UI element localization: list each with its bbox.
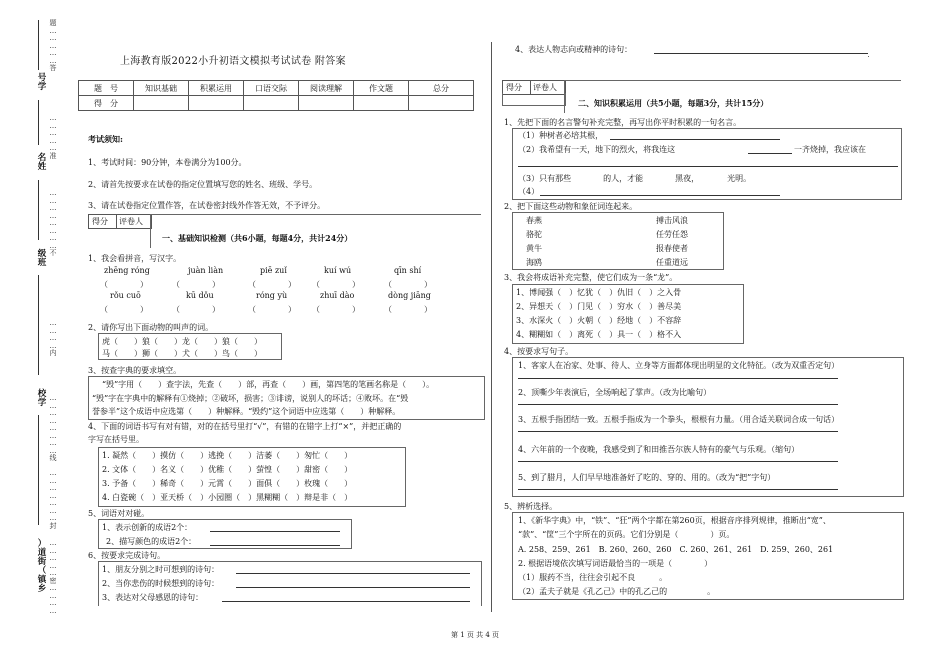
question-5: 5、词语对对碰。 (88, 509, 150, 518)
q5-item: 1、表示创新的成语2个： (102, 523, 193, 532)
binding-marks: 题 … … … … … 答 (49, 19, 57, 72)
binding-marks: … … … … … 密 … … … … (49, 539, 57, 615)
pinyin: juàn liàn (188, 266, 224, 275)
grader-reviewer-label: 评卷人 (119, 217, 143, 226)
symbol[interactable]: 任重道远 (656, 258, 688, 267)
animal[interactable]: 海鸥 (526, 258, 542, 267)
animal[interactable]: 骆驼 (526, 230, 542, 239)
answer-line[interactable] (518, 461, 838, 462)
score-cell[interactable] (299, 96, 354, 111)
name-label: 名 姓 (37, 153, 47, 172)
score-cell[interactable] (189, 96, 244, 111)
q4-item: 1、客家人在冶家、处事、待人、立身等方面都体现出明显的文化特征。（改为双重否定句） (518, 361, 840, 370)
question-1: 1、我会看拼音，写汉字。 (88, 254, 182, 263)
question-4-cont: 字写在括号里。 (88, 435, 144, 444)
notice-heading: 考试须知: (88, 134, 123, 144)
answer-blank[interactable]: （ ） (100, 305, 148, 314)
answer-line[interactable] (518, 378, 838, 379)
binding-line (38, 100, 39, 145)
grader-reviewer-label: 评卷人 (533, 83, 557, 92)
q-line: （4） (518, 187, 540, 196)
q5-options: A. 258、259、261 B. 260、260、260 C. 260、261、261 D. 259、260、261 (518, 545, 834, 554)
q5-line: （2）孟夫子就是《孔乙己》中的孔乙己的 。 (518, 587, 716, 596)
q5-item: 2、描写颜色的成语2个： (106, 537, 197, 546)
grader-box-lower (502, 93, 566, 106)
binding-marks: … … … … … … … 封 (49, 469, 57, 530)
q-line: （1）种树者必培其根， (518, 131, 604, 140)
q2-row: 马（ ）狮（ ）犬（ ）鸟（ ） (102, 349, 262, 358)
answer-line[interactable] (610, 139, 780, 140)
q3-line: 誉参半”这个成语中应选第（ ）种解释。“毁约”这个词语中应选第（ ）种解释。 (92, 407, 401, 416)
school-label: 校 学 (37, 389, 47, 408)
binding-marks: … … … … 内 (49, 319, 57, 357)
q4-item: 4、六年前的一个夜晚，我感受到了和田推吾尔族人特有的豪气与乐观。（缩句） (518, 445, 800, 454)
question-6: 6、按要求完成诗句。 (88, 551, 166, 560)
q6-item: 4、表达人物志向或精神的诗句： (515, 45, 633, 54)
pinyin: róng yù (256, 291, 288, 300)
score-header: 题 号 (79, 81, 134, 96)
q2-row: 虎（ ）狼（ ）龙（ ）狼（ ） (102, 337, 262, 346)
q-line: 一齐烧掉，我应该在 (794, 145, 866, 154)
score-header: 作文题 (354, 81, 409, 96)
grader-score-label: 得分 (92, 217, 108, 226)
grader-score-label: 得分 (506, 83, 522, 92)
question-2-4: 4、按要求写句子。 (504, 347, 574, 356)
answer-line[interactable] (748, 153, 792, 154)
idiom-row: 2、异想天（ ）门见（ ）穷水（ ）善尽美 (516, 302, 682, 311)
q3-line: “毁”字用（ ）查字法，先查（ ）部，再查（ ）画，第四笔的笔画名称是（ ）。 (102, 380, 435, 389)
q-line: （3）只有那些 的人，才能 黑夜， 光明。 (518, 174, 752, 183)
matching-box (512, 212, 724, 270)
question-4: 4、下面的词语书写有对有错，对的在括号里打“√”，有错的在错字上打“×”，并把正确的 (88, 422, 402, 431)
q6-item: 2、当你悲伤的时候想到的诗句： (102, 579, 220, 588)
pinyin: piē zuǐ (260, 266, 287, 275)
question-2-3: 3、我会将成语补充完整，使它们成为一条“龙”。 (504, 273, 678, 282)
answer-blank[interactable]: （ ） (100, 280, 148, 289)
q4-row: 4. 白瓷碗（ ）亚天桥（ ）小园圈（ ）黑糊糊（ ）辩是非（ ） (102, 493, 353, 502)
binding-line (38, 180, 39, 240)
answer-blank[interactable]: （ ） (384, 305, 432, 314)
score-cell[interactable] (244, 96, 299, 111)
binding-line (38, 415, 39, 525)
pinyin: qīn shí (394, 266, 422, 275)
idiom-row: 4、糊糊如（ ）离死（ ）具一（ ）格不入 (516, 330, 682, 339)
answer-blank[interactable]: （ ） (248, 280, 296, 289)
grader-box (88, 214, 152, 229)
score-cell[interactable] (409, 96, 474, 111)
question-3: 3、按查字典的要求填空。 (88, 366, 182, 375)
score-header: 知识基础 (134, 81, 189, 96)
q4-item: 5、到了腊月，人们早早地准备好了吃的、穿的、用的。（改为“把”字句） (518, 473, 776, 482)
answer-blank[interactable]: （ ） (248, 305, 296, 314)
symbol[interactable]: 报春使者 (656, 244, 688, 253)
score-header: 口语交际 (244, 81, 299, 96)
score-cell[interactable] (134, 96, 189, 111)
binding-marks: … … … … … … … … 不 (49, 189, 57, 257)
answer-line[interactable] (540, 195, 780, 196)
pinyin: zhēng róng (104, 266, 150, 275)
score-table (78, 80, 474, 111)
q4-item: 3、五根手指团结一致。五根手指成为一个拳头，根根有力量。（用合适关联词合成一句话） (518, 415, 840, 424)
binding-line (38, 20, 39, 70)
answer-line[interactable] (236, 573, 470, 574)
q6-item: 3、表达对父母感恩的诗句： (102, 593, 204, 602)
q5-line: “款”、“筐”三个字所在的页码。它们分别是（ ）页。 (518, 530, 735, 539)
symbol[interactable]: 任劳任怨 (656, 230, 688, 239)
answer-blank[interactable]: （ ） (172, 280, 220, 289)
page-title: 上海教育版2022小升初语文模拟考试试卷 附答案 (120, 56, 346, 67)
idiom-row: 1、博闻强（ ）忆犹（ ）仇旧（ ）之入骨 (516, 288, 682, 297)
class-label: 级 班 (37, 249, 47, 268)
page-footer: 第 1 页 共 4 页 (450, 631, 500, 639)
answer-blank[interactable]: （ ） (312, 305, 360, 314)
answer-line[interactable] (210, 545, 340, 546)
notice-item: 3、请在试卷指定位置作答，在试卷密封线外作答无效，不予评分。 (88, 201, 326, 210)
score-label: 得 分 (79, 96, 134, 111)
question-2-1: 1、先把下面的名言警句补充完整，再写出你平时积累的一句名言。 (504, 118, 742, 127)
binding-marks: … … … … … 准 (49, 114, 57, 160)
binding-margin (0, 0, 70, 640)
score-header: 总分 (409, 81, 474, 96)
column-divider (491, 42, 492, 612)
binding-marks: … … … … … … … … 线 (49, 394, 57, 462)
answer-line[interactable] (210, 531, 340, 532)
animal[interactable]: 春燕 (526, 216, 542, 225)
q5-line: （1）服药不当，往往会引起不良 。 (518, 573, 668, 582)
idiom-row: 3、水深火（ ）火朝（ ）经地（ ）不容辞 (516, 316, 682, 325)
answer-blank[interactable]: （ ） (384, 280, 432, 289)
question-2-2: 2、把下面这些动物和象征词连起来。 (504, 202, 638, 211)
township-label: ） 道 街 （ 镇 乡 (37, 539, 47, 594)
symbol[interactable]: 搏击风浪 (656, 216, 688, 225)
score-cell[interactable] (354, 96, 409, 111)
question-2-5: 5、辨析选择。 (504, 502, 558, 511)
pinyin: zhuī dào (320, 291, 355, 300)
answer-line[interactable] (222, 601, 470, 602)
answer-line[interactable] (236, 587, 470, 588)
student-id-label: 号 学 (37, 73, 47, 92)
q3-line: “毁”字在字典中的解释有①烧掉；②破坏，损害；③诽谤，说别人的坏话；④败坏。在“毁 (92, 394, 409, 403)
pinyin: kū dǒu (186, 291, 214, 300)
q4-row: 3. 予备（ ）稀奇（ ）元霄（ ）面俱（ ）枚瑰（ ） (102, 479, 353, 488)
binding-line (38, 275, 39, 375)
score-header: 积累运用 (189, 81, 244, 96)
answer-line[interactable] (654, 53, 868, 54)
answer-blank[interactable]: （ ） (312, 280, 360, 289)
q4-row: 2. 文体（ ）名义（ ）优稚（ ）萤惶（ ）甜密（ ） (102, 465, 353, 474)
pinyin: kuí wú (324, 266, 352, 275)
answer-line[interactable] (518, 431, 838, 432)
pinyin: dòng jiāng (388, 291, 431, 300)
score-header: 阅读理解 (299, 81, 354, 96)
answer-line[interactable] (518, 166, 898, 167)
section1-heading: 一、基础知识检测（共6小题，每题4分，共计24分） (162, 233, 353, 243)
q6-item: 1、朋友分别之时可想到的诗句： (102, 565, 220, 574)
section2-heading: 二、知识积累运用（共5小题，每题3分，共计15分） (578, 98, 769, 108)
notice-item: 1、考试时间：90分钟，本卷满分为100分。 (88, 158, 247, 167)
q5-line: 1、《新华字典》中，“铁”、“狂”两个字都在第260页，根据音序排列规律，推断出“宽”、 (518, 516, 831, 525)
notice-item: 2、请首先按要求在试卷的指定位置填写您的姓名、班级、学号。 (88, 180, 318, 189)
q4-row: 1. 凝然（ ）摸仿（ ）逃挽（ ）洁萎（ ）匆忙（ ） (102, 451, 353, 460)
answer-line[interactable] (518, 404, 838, 405)
answer-box (510, 56, 869, 57)
q5-line: 2. 根据语境依次填写词语最恰当的一项是（ ） (518, 559, 713, 568)
animal[interactable]: 黄牛 (526, 244, 542, 253)
q-line: （2）我希望有一天，地下的烈火，将我连这 (518, 145, 676, 154)
question-2: 2、请你写出下面动物的叫声的词。 (88, 323, 214, 332)
answer-line[interactable] (518, 489, 838, 490)
answer-blank[interactable]: （ ） (172, 305, 220, 314)
pinyin: rǒu cuō (110, 291, 141, 300)
q4-item: 2、顶嘶少年表演后，全场响起了掌声。（改为比喻句） (518, 388, 712, 397)
